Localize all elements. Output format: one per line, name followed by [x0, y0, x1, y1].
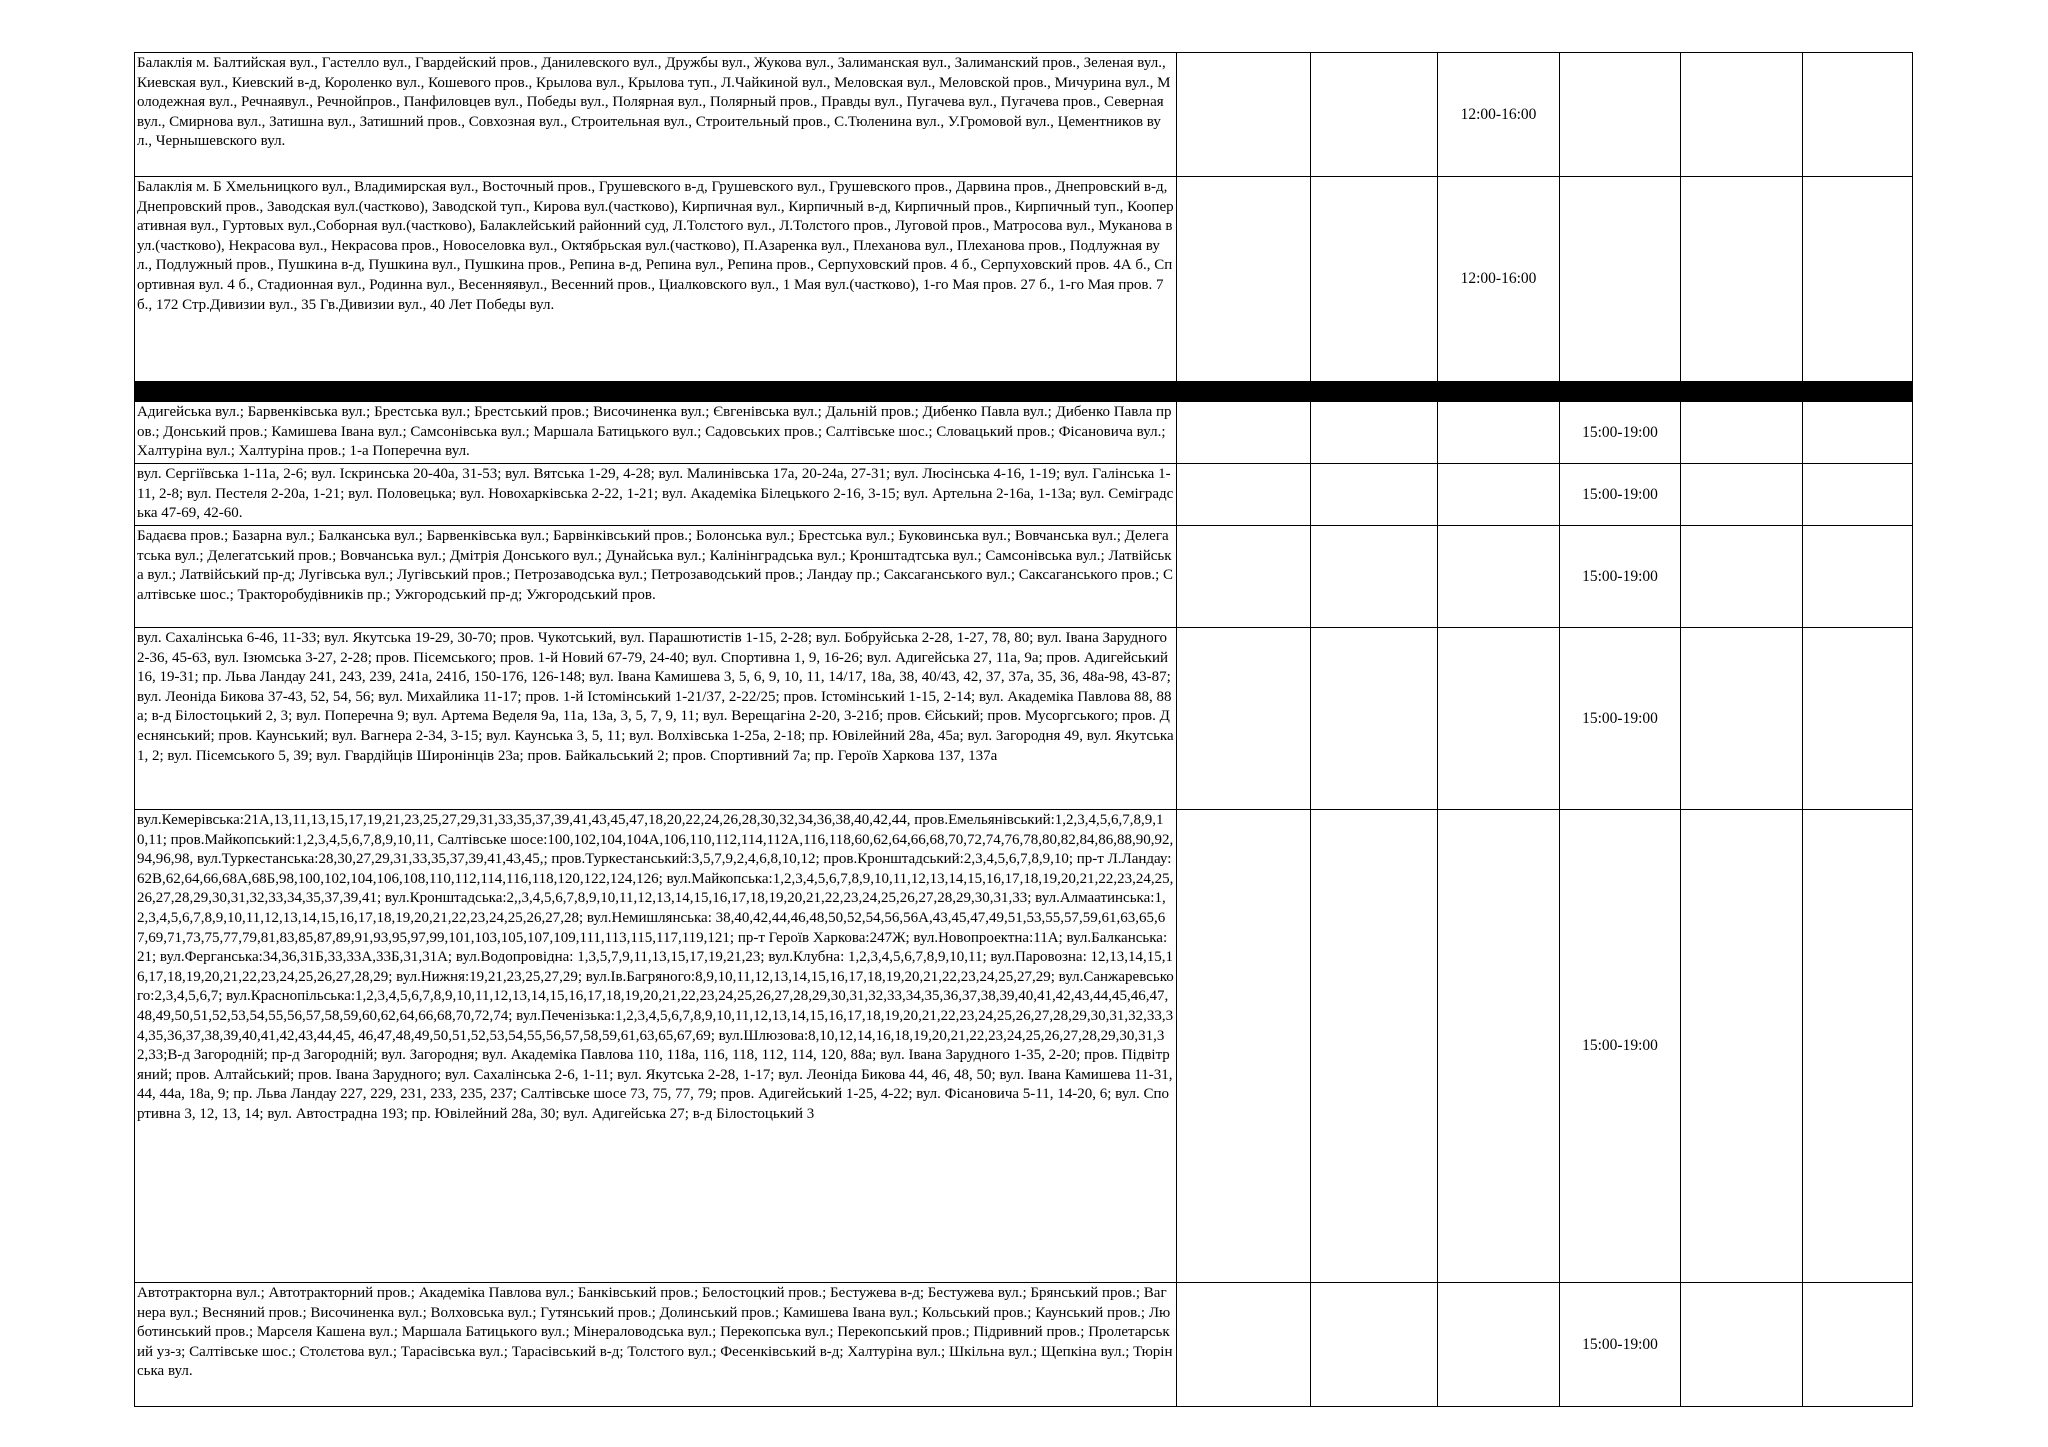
time-cell: 15:00-19:00	[1560, 628, 1681, 810]
address-cell: Автотракторна вул.; Автотракторний пров.; Академіка Павлова вул.; Банківський пров.; Белостоцкий пров.; Бестужева в-д; Бестужева вул.; Брянський пров.; Вагнера вул.; Весняний пров.; Височиненка вул.; Волховська вул.; Гутянський пров.; Долинський пров.; Камишева Івана вул.; Кольський пров.; Каунський пров.; Люботинський пров.; Марселя Кашена вул.; Маршала Батицького вул.; Мінераловодська вул.; Перекопська вул.; Перекопський пров.; Підривний пров.; Пролетарський уз-з; Салтівське шос.; Столєтова вул.; Тарасівська вул.; Тарасівський в-д; Толстого вул.; Фесенківський в-д; Халтуріна вул.; Шкільна вул.; Щепкіна вул.; Тюрінська вул.	[135, 1283, 1177, 1407]
time-cell	[1177, 628, 1311, 810]
table-row	[135, 464, 1913, 526]
time-cell	[1177, 53, 1311, 177]
table-row	[135, 402, 1913, 464]
time-cell: 15:00-19:00	[1560, 464, 1681, 526]
time-cell	[1438, 1283, 1560, 1407]
time-cell: 12:00-16:00	[1438, 53, 1560, 177]
address-cell: Бадаєва пров.; Базарна вул.; Балканська вул.; Барвенківська вул.; Барвінківський пров.; Болонська вул.; Брестська вул.; Буковинська вул.; Вовчанська вул.; Делегатська вул.; Делегатський пров.; Вовчанська вул.; Дмітрія Донського вул.; Дунайська вул.; Калінінградська вул.; Кронштадтська вул.; Самсонівська вул.; Латвійська вул.; Латвійський пр-д; Лугівська вул.; Лугівський пров.; Петрозаводська вул.; Петрозаводський пров.; Ландау пр.; Саксаганського вул.; Саксаганського пров.; Салтівське шос.; Тракторобудівників пр.; Ужгородський пр-д; Ужгородський пров.	[135, 526, 1177, 628]
time-cell: 15:00-19:00	[1560, 810, 1681, 1283]
time-cell	[1311, 810, 1438, 1283]
time-cell	[1438, 526, 1560, 628]
time-cell	[1681, 53, 1803, 177]
time-cell	[1803, 810, 1913, 1283]
time-cell	[1311, 53, 1438, 177]
time-cell	[1681, 464, 1803, 526]
time-cell	[1681, 810, 1803, 1283]
time-cell	[1438, 464, 1560, 526]
time-cell	[1177, 177, 1311, 382]
time-cell	[1311, 1283, 1438, 1407]
table-row	[135, 628, 1913, 810]
table-row	[135, 53, 1913, 177]
address-cell: вул.Кемерівська:21А,13,11,13,15,17,19,21,23,25,27,29,31,33,35,37,39,41,43,45,47,18,20,22,24,26,28,30,32,34,36,38,40,42,44, пров.Емельянівський:1,2,3,4,5,6,7,8,9,10,11; пров.Майкопський:1,2,3,4,5,6,7,8,9,10,11, Салтівське шосе:100,102,104,104А,106,110,112,114,112А,116,118,60,62,64,66,68,70,72,74,76,78,80,82,84,86,88,90,92,94,96,98, вул.Туркестанська:28,30,27,29,31,33,35,37,39,41,43,45,; пров.Туркестанський:3,5,7,9,2,4,6,8,10,12; пров.Кронштадський:2,3,4,5,6,7,8,9,10; пр-т Л.Ландау:62В,62,64,66,68А,68Б,98,100,102,104,106,108,110,112,114,116,118,120,122,124,126; вул.Майкопська:1,2,3,4,5,6,7,8,9,10,11,12,13,14,15,16,17,18,19,20,21,22,23,24,25,26,27,28,29,30,31,32,33,34,35,37,39,41; вул.Кронштадська:2,,3,4,5,6,7,8,9,10,11,12,13,14,15,16,17,18,19,20,21,22,23,24,25,26,27,28,29,30,31,33; вул.Алмаатинська:1,2,3,4,5,6,7,8,9,10,11,12,13,14,15,16,17,18,19,20,21,22,23,24,25,26,27,28; вул.Немишлянська: 38,40,42,44,46,48,50,52,54,56,56А,43,45,47,49,51,53,55,57,59,61,63,65,67,69,71,73,75,77,79,81,83,85,87,89,91,93,95,97,99,101,103,105,107,109,111,113,115,117,119,121; пр-т Героїв Харкова:247Ж; вул.Новопроектна:11А; вул.Балканська:21; вул.Ферганська:34,36,31Б,33,33А,33Б,31,31А; вул.Водопровідна: 1,3,5,7,9,11,13,15,17,19,21,23; вул.Клубна: 1,2,3,4,5,6,7,8,9,10,11; вул.Паровозна: 12,13,14,15,16,17,18,19,20,21,22,23,24,25,26,27,28,29; вул.Нижня:19,21,23,25,27,29; вул.Ів.Багряного:8,9,10,11,12,13,14,15,16,17,18,19,20,21,22,23,24,25,27,29; вул.Санжаревського:2,3,4,5,6,7; вул.Краснопільська:1,2,3,4,5,6,7,8,9,10,11,12,13,14,15,16,17,18,19,20,21,22,23,24,25,26,27,28,29,30,31,32,33,34,35,36,37,38,39,40,41,42,43,44,45,46,47,48,49,50,51,52,53,54,55,56,57,58,59,60,62,64,66,68,70,72,74; вул.Печенізька:1,2,3,4,5,6,7,8,9,10,11,12,13,14,15,16,17,18,19,20,21,22,23,24,25,26,27,28,29,30,31,32,33,34,35,36,37,38,39,40,41,42,43,44,45, 46,47,48,49,50,51,52,53,54,55,56,57,58,59,61,63,65,67,69; вул.Шлюзова:8,10,12,14,16,18,19,20,21,22,23,24,25,26,27,28,29,30,31,32,33;В-д Загородній; пр-д Загородній; вул. Загородня; вул. Академіка Павлова 110, 118а, 116, 118, 112, 114, 120, 88а; вул. Івана Зарудного 1-35, 2-20; пров. Підвітряний; пров. Алтайський; пров. Івана Зарудного; вул. Сахалінська 2-6, 1-11; вул. Якутська 2-28, 1-17; вул. Леоніда Бикова 44, 46, 48, 50; вул. Івана Камишева 11-31, 44, 44а, 18а, 9; пр. Льва Ландау 227, 229, 231, 233, 235, 237; Салтівське шосе 73, 75, 77, 79; пров. Адигейський 1-25, 4-22; вул. Фісановича 5-11, 14-20, 6; вул. Спортивна 3, 12, 13, 14; вул. Автострадна 193; пр. Ювілейний 28а, 30; вул. Адигейська 27; в-д Білостоцький 3	[135, 810, 1177, 1283]
time-cell	[1681, 177, 1803, 382]
time-cell	[1177, 1283, 1311, 1407]
address-cell: вул. Сахалінська 6-46, 11-33; вул. Якутська 19-29, 30-70; пров. Чукотський, вул. Парашютистів 1-15, 2-28; вул. Бобруйська 2-28, 1-27, 78, 80; вул. Івана Зарудного 2-36, 45-63, вул. Ізюмська 3-27, 2-28; пров. Пісемського; пров. 1-й Новий 67-79, 24-40; вул. Спортивна 1, 9, 16-26; вул. Адигейська 27, 11а, 9а; пров. Адигейський 16, 19-31; пр. Льва Ландау 241, 243, 239, 241а, 241б, 150-176, 126-148; вул. Івана Камишева 3, 5, 6, 9, 10, 11, 14/17, 18а, 38, 40/43, 42, 37, 37а, 35, 36, 48а-98, 43-87; вул. Леоніда Бикова 37-43, 52, 54, 56; вул. Михайлика 11-17; пров. 1-й Істомінський 1-21/37, 2-22/25; пров. Істомінський 1-15, 2-14; вул. Академіка Павлова 88, 88а; в-д Білостоцький 2, 3; вул. Поперечна 9; вул. Артема Веделя 9а, 11а, 13а, 3, 5, 7, 9, 11; вул. Верещагіна 2-20, 3-21б; пров. Єйський; пров. Мусоргського; пров. Деснянський; пров. Каунський; вул. Вагнера 2-34, 3-15; вул. Каунська 3, 5, 11; вул. Волхівська 1-25а, 2-18; пр. Ювілейний 28а, 45а; вул. Загородня 49, вул. Якутська 1, 2; вул. Пісемського 5, 39; вул. Гвардійців Широнінців 23а; пров. Байкальський 2; пров. Спортивний 7а; пр. Героїв Харкова 137, 137а	[135, 628, 1177, 810]
section-separator	[135, 382, 1913, 402]
time-cell	[1803, 177, 1913, 382]
time-cell: 12:00-16:00	[1438, 177, 1560, 382]
time-cell	[1803, 1283, 1913, 1407]
time-cell	[1311, 628, 1438, 810]
address-cell: Балаклія м. Балтийская вул., Гастелло вул., Гвардейский пров., Данилевского вул., Дружбы вул., Жукова вул., Залиманская вул., Залиманский пров., Зеленая вул., Киевская вул., Киевский в-д, Короленко вул., Кошевого пров., Крылова вул., Крылова туп., Л.Чайкиной вул., Меловская вул., Меловской пров., Мичурина вул., Молодежная вул., Речнаявул., Речнойпров., Панфиловцев вул., Победы вул., Полярная вул., Полярный пров., Правды вул., Пугачева вул., Пугачева пров., Северная вул., Смирнова вул., Затишна вул., Затишний пров., Совхозная вул., Строительная вул., Строительный пров., С.Тюленина вул., У.Громовой вул., Цементников вул., Чернышевского вул.	[135, 53, 1177, 177]
time-cell: 15:00-19:00	[1560, 402, 1681, 464]
separator-bar	[135, 382, 1913, 402]
schedule-table	[134, 52, 1913, 1407]
time-cell	[1311, 526, 1438, 628]
time-cell	[1803, 402, 1913, 464]
table-row	[135, 1283, 1913, 1407]
time-cell	[1803, 526, 1913, 628]
time-cell	[1311, 402, 1438, 464]
table-row	[135, 526, 1913, 628]
time-cell: 15:00-19:00	[1560, 1283, 1681, 1407]
time-cell	[1803, 628, 1913, 810]
time-cell	[1438, 402, 1560, 464]
address-cell: Адигейська вул.; Барвенківська вул.; Брестська вул.; Брестський пров.; Височиненка вул.; Євгенівська вул.; Дальній пров.; Дибенко Павла вул.; Дибенко Павла пров.; Донський пров.; Камишева Івана вул.; Самсонівська вул.; Маршала Батицького вул.; Садовських пров.; Салтівське шос.; Словацький пров.; Фісановича вул.; Халтуріна вул.; Халтуріна пров.; 1-а Поперечна вул.	[135, 402, 1177, 464]
address-cell: вул. Сергіївська 1-11а, 2-6; вул. Іскринська 20-40а, 31-53; вул. Вятська 1-29, 4-28; вул. Малинівська 17а, 20-24а, 27-31; вул. Люсінська 4-16, 1-19; вул. Галінська 1-11, 2-8; вул. Пестеля 2-20а, 1-21; вул. Половецька; вул. Новохарківська 2-22, 1-21; вул. Академіка Білецького 2-16, 3-15; вул. Артельна 2-16а, 1-13а; вул. Семіградська 47-69, 42-60.	[135, 464, 1177, 526]
time-cell	[1177, 402, 1311, 464]
time-cell: 15:00-19:00	[1560, 526, 1681, 628]
time-cell	[1803, 53, 1913, 177]
time-cell	[1803, 464, 1913, 526]
time-cell	[1681, 402, 1803, 464]
time-cell	[1177, 810, 1311, 1283]
time-cell	[1177, 464, 1311, 526]
time-cell	[1177, 526, 1311, 628]
time-cell	[1560, 177, 1681, 382]
table-row	[135, 177, 1913, 382]
time-cell	[1681, 1283, 1803, 1407]
table-row	[135, 810, 1913, 1283]
time-cell	[1311, 464, 1438, 526]
time-cell	[1681, 628, 1803, 810]
time-cell	[1438, 810, 1560, 1283]
time-cell	[1560, 53, 1681, 177]
time-cell	[1681, 526, 1803, 628]
address-cell: Балаклія м. Б Хмельницкого вул., Владимирская вул., Восточный пров., Грушевского в-д, Грушевского вул., Грушевского пров., Дарвина пров., Днепровский в-д, Днепровский пров., Заводская вул.(частково), Заводской туп., Кирова вул.(частково), Кирпичная вул., Кирпичный в-д, Кирпичный пров., Кирпичный туп., Кооперативная вул., Гуртовых вул.,Соборная вул.(частково), Балаклейський районний суд, Л.Толстого вул., Л.Толстого пров., Луговой пров., Матросова вул., Муканова вул.(частково), Некрасова вул., Некрасова пров., Новоселовка вул., Октябрьская вул.(частково), П.Азаренка вул., Плеханова вул., Плеханова пров., Подлужная вул., Подлужный пров., Пушкина в-д, Пушкина вул., Пушкина пров., Репина в-д, Репина вул., Репина пров., Серпуховский пров. 4 б., Серпуховский пров. 4А б., Спортивная вул. 4 б., Стадионная вул., Родинна вул., Весенняявул., Весенний пров., Циалковского вул., 1 Мая вул.(частково), 1-го Мая пров. 27 б., 1-го Мая пров. 7 б., 172 Стр.Дивизии вул., 35 Гв.Дивизии вул., 40 Лет Победы вул.	[135, 177, 1177, 382]
time-cell	[1438, 628, 1560, 810]
time-cell	[1311, 177, 1438, 382]
